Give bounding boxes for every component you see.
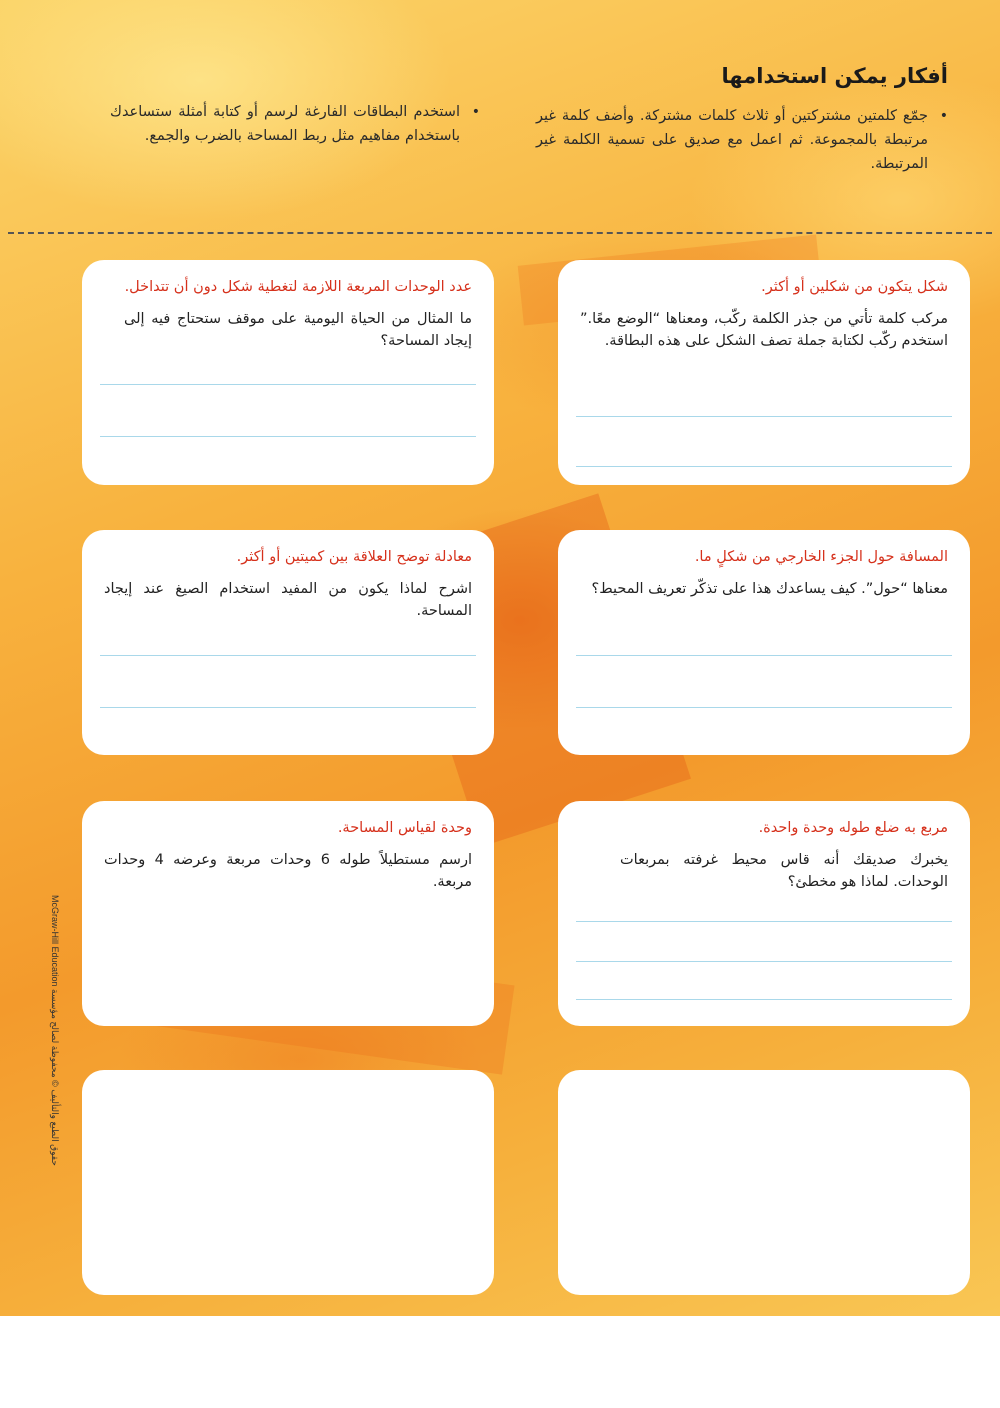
vocab-card xyxy=(82,801,494,1026)
vocab-card xyxy=(558,260,970,485)
vocab-card xyxy=(82,260,494,485)
copyright-credit: McGraw-Hill Education حقوق الطبع والتأليف © محفوظة لصالح مؤسسة xyxy=(50,895,60,1166)
writing-line[interactable] xyxy=(100,384,476,385)
card-definition: شكل يتكون من شكلين أو أكثر. xyxy=(761,279,948,295)
card-prompt: مركب كلمة تأتي من جذر الكلمة ركّب، ومعناها “الوضع معًا.” استخدم ركّب لكتابة جملة تصف الشكل على هذه البطاقة. xyxy=(580,311,948,349)
card-prompt: ارسم مستطيلاً طوله 6 وحدات مربعة وعرضه 4 وحدات مربعة. xyxy=(104,852,472,890)
cut-line xyxy=(8,232,992,234)
card-prompt: معناها “حول”. كيف يساعدك هذا على تذكّر تعريف المحيط؟ xyxy=(591,581,948,597)
card-definition: وحدة لقياس المساحة. xyxy=(337,820,472,836)
card-definition: مربع به ضلع طوله وحدة واحدة. xyxy=(758,820,948,836)
card-definition: المسافة حول الجزء الخارجي من شكلٍ ما. xyxy=(694,549,948,565)
writing-line[interactable] xyxy=(100,707,476,708)
card-prompt: اشرح لماذا يكون من المفيد استخدام الصيغ عند إيجاد المساحة. xyxy=(104,581,472,619)
blank-card[interactable] xyxy=(558,1070,970,1295)
writing-line[interactable] xyxy=(576,707,952,708)
writing-line[interactable] xyxy=(100,436,476,437)
card-prompt: يخبرك صديقك أنه قاس محيط غرفته بمربعات الوحدات. لماذا هو مخطئ؟ xyxy=(620,852,948,890)
writing-line[interactable] xyxy=(100,655,476,656)
idea-text: استخدم البطاقات الفارغة لرسم أو كتابة أمثلة ستساعدك باستخدام مفاهيم مثل ربط المساحة بالضرب والجمع. xyxy=(110,104,460,144)
idea-text: جمّع كلمتين مشتركتين أو ثلاث كلمات مشتركة. وأضف كلمة غير مرتبطة بالمجموعة. ثم اعمل مع صديق على تسمية الكلمة غير المرتبطة. xyxy=(536,108,928,172)
card-prompt: ما المثال من الحياة اليومية على موقف ستحتاج فيه إلى إيجاد المساحة؟ xyxy=(124,311,472,349)
section-title: أفكار يمكن استخدامها xyxy=(721,64,948,88)
writing-line[interactable] xyxy=(576,921,952,922)
vocab-card xyxy=(558,801,970,1026)
bullet-icon: • xyxy=(939,108,948,124)
writing-line[interactable] xyxy=(576,416,952,417)
vocab-card xyxy=(82,530,494,755)
card-definition: معادلة توضح العلاقة بين كميتين أو أكثر. xyxy=(236,549,472,565)
writing-line[interactable] xyxy=(576,655,952,656)
writing-line[interactable] xyxy=(576,961,952,962)
writing-line[interactable] xyxy=(576,466,952,467)
vocab-card xyxy=(558,530,970,755)
card-definition: عدد الوحدات المربعة اللازمة لتغطية شكل دون أن تتداخل. xyxy=(124,279,472,295)
blank-card[interactable] xyxy=(82,1070,494,1295)
idea-item xyxy=(536,104,948,176)
writing-line[interactable] xyxy=(576,999,952,1000)
idea-item xyxy=(110,100,480,148)
bullet-icon: • xyxy=(471,104,480,120)
